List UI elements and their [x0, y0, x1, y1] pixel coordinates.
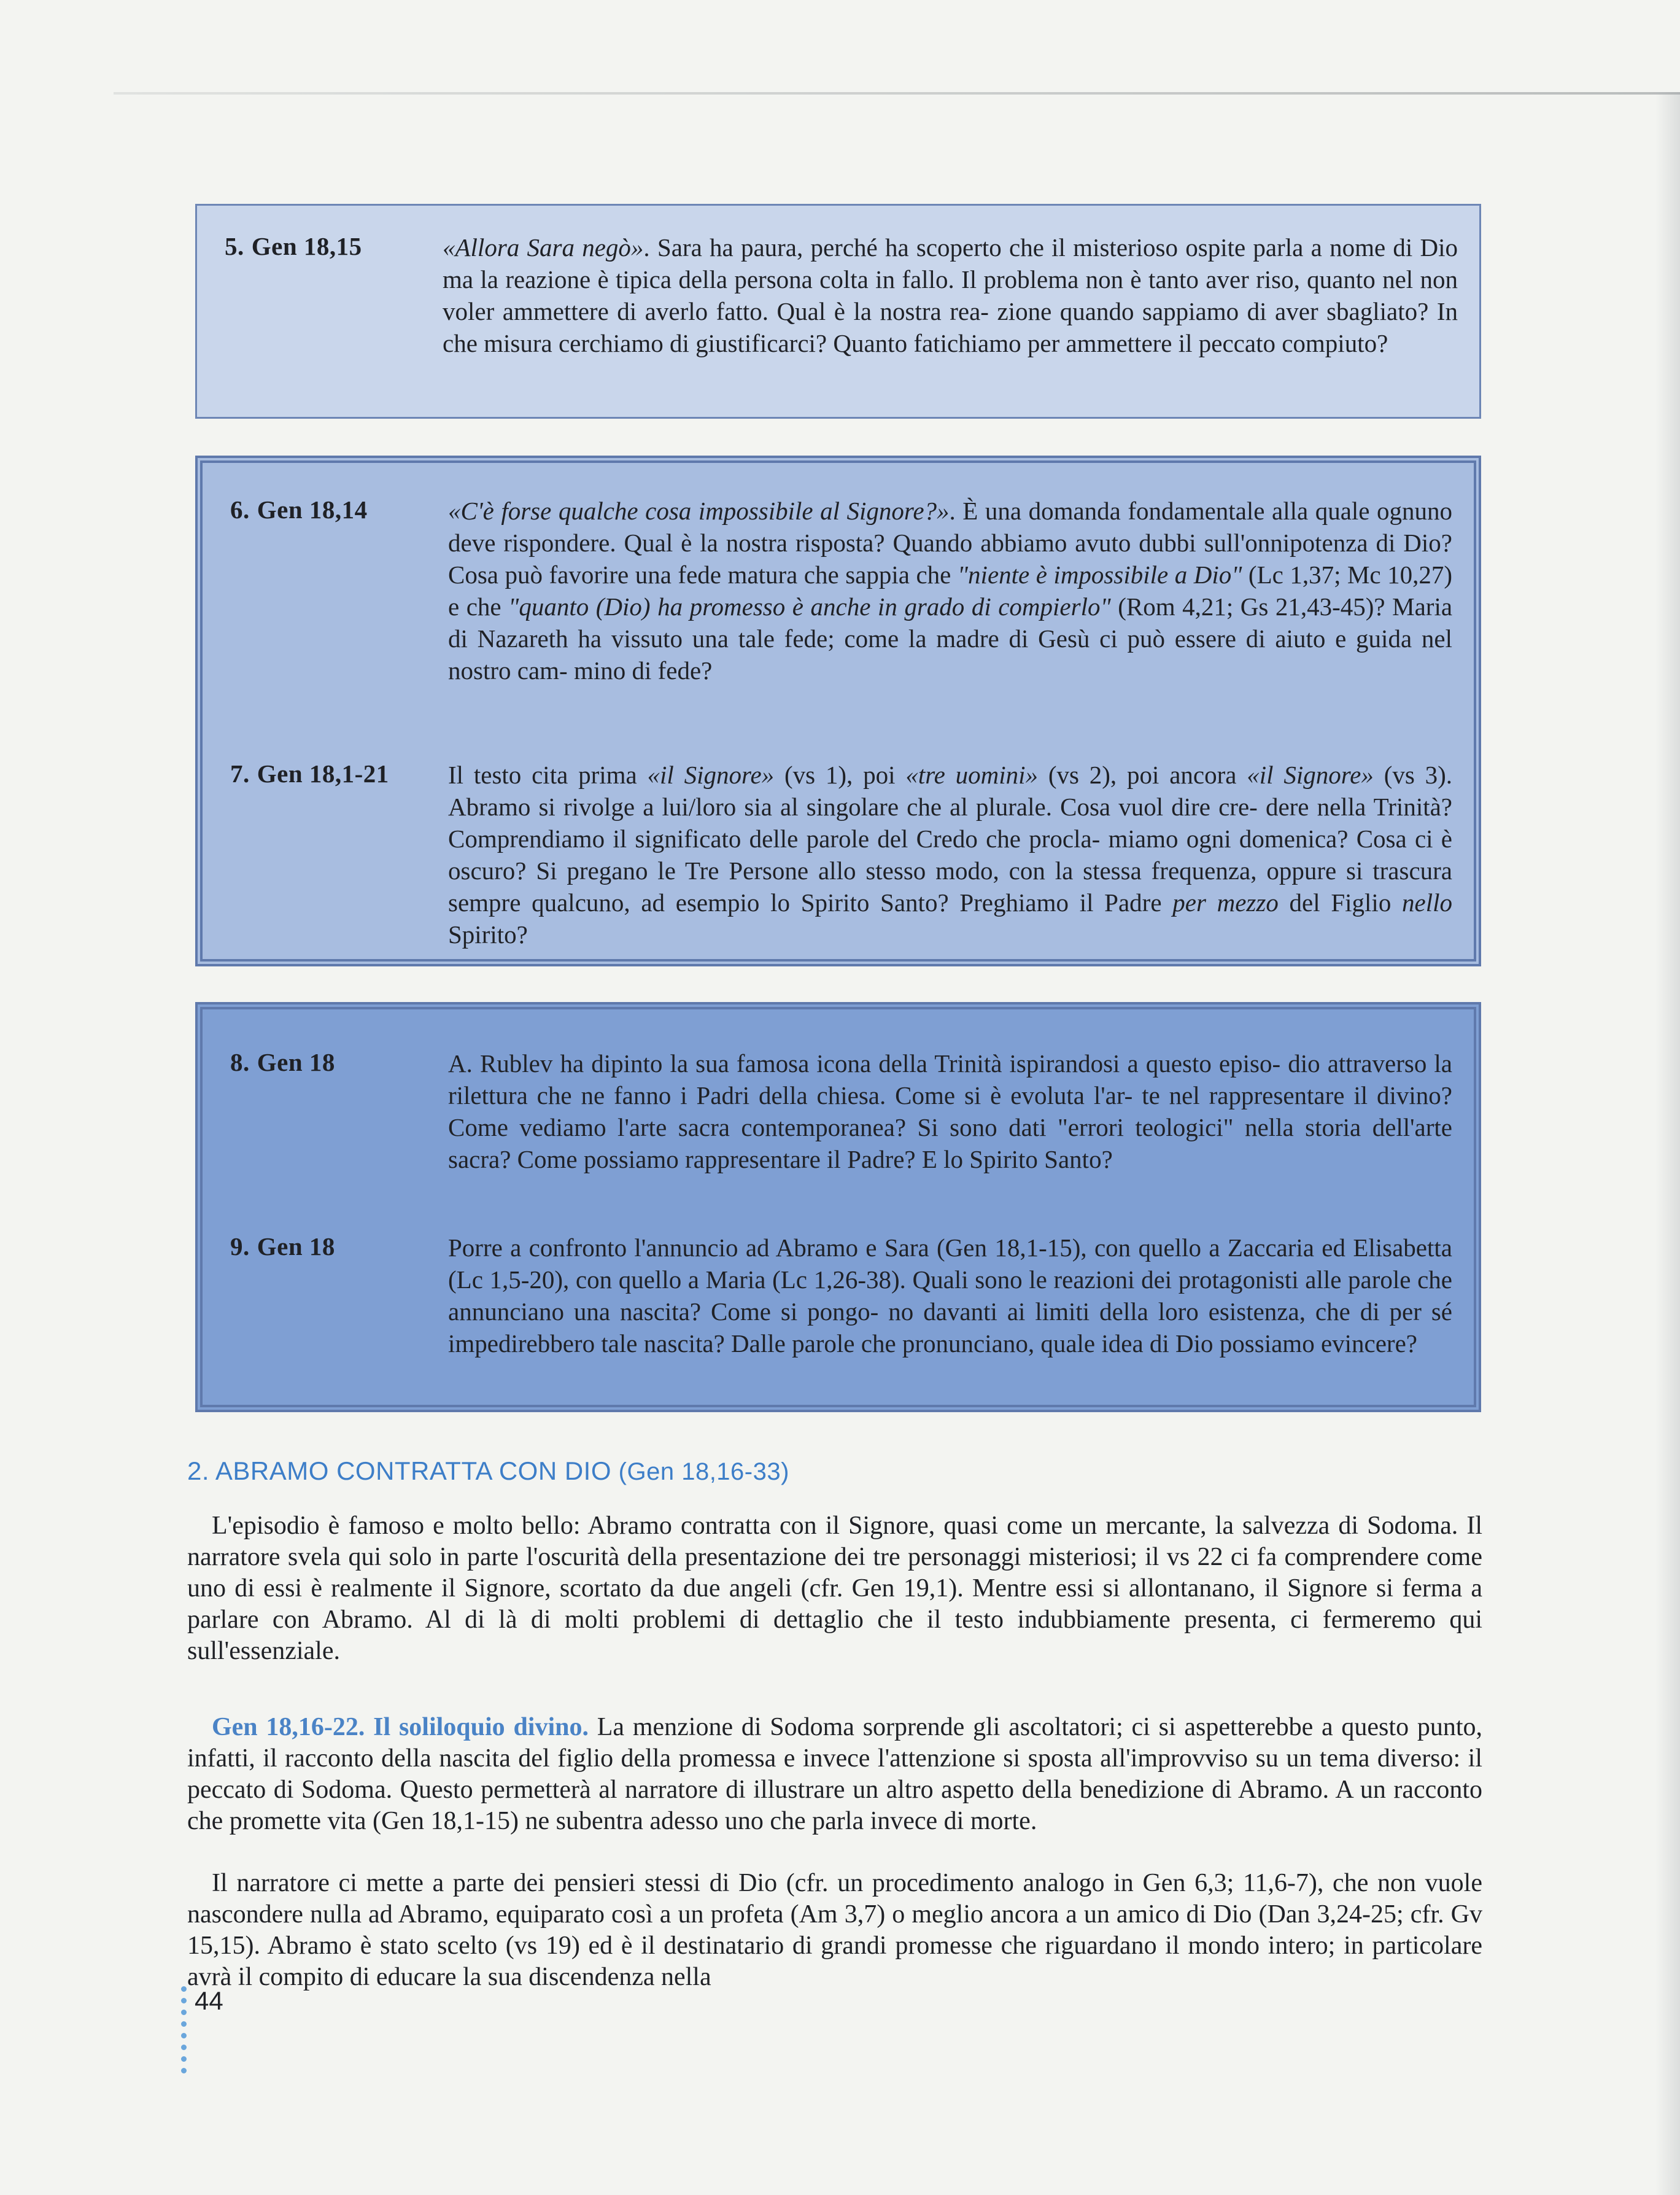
page-number: 44 — [195, 1986, 223, 2015]
entry-quote: anche in grado di compierlo" — [810, 592, 1111, 621]
entry-line: miamo ogni domenica? Cosa ci è oscuro? Si pregano le Tre Persone allo stesso — [448, 825, 1452, 885]
entry-quote: «il Signore» — [1247, 761, 1374, 789]
entry-reference — [230, 495, 414, 524]
entry-line: Il testo cita prima — [448, 761, 648, 789]
entry-line: Zaccaria ed Elisabetta (Lc 1,5-20), con quello a Maria (Lc 1,26-38). Quali sono le — [448, 1233, 1452, 1294]
body-paragraph-3: Il narratore ci mette a parte dei pensieri stessi di Dio (cfr. un procedimento analogo in Gen 6,3; 11,6-7), che non vuole nascondere nulla ad Abramo, equiparato così a un profeta (Am 3,7) o meglio ancora a un amico di Dio (Dan 3,24-25; cfr. Gv 15,15). Abramo è stato scelto (vs 19) ed è il destinatario di grandi promesse che riguardano il mondo intero; in particolare avrà il compito di educare la sua discendenza nella — [187, 1869, 1482, 1991]
entry-line: reazioni dei protagonisti alle parole che annunciano una nascita? Come si pongo- — [448, 1265, 1452, 1326]
entry-ref-label: Gen 18,15 — [251, 232, 362, 260]
entry-number: 8. — [230, 1048, 250, 1076]
entry-line: zione quando sappiamo di aver sbagliato? In che misura cerchiamo di giustificarci? — [443, 297, 1458, 357]
entry-line: no davanti ai limiti della loro esistenza, che di per sé impedirebbero tale nascita? — [448, 1297, 1452, 1358]
entry-reference — [230, 759, 414, 788]
entry-text — [443, 231, 1458, 359]
entry-line: dio attraverso la rilettura che ne fanno i Padri della chiesa. Come si è evoluta l'ar- — [448, 1049, 1453, 1109]
reflection-box-1 — [195, 204, 1481, 419]
page-right-shadow — [1655, 92, 1680, 2195]
entry-line: dubbi sull'onnipotenza di Dio? Cosa può favorire una fede matura che sappia che — [448, 529, 1453, 589]
reflection-box-3 — [195, 1002, 1481, 1412]
reflection-box-2 — [195, 456, 1481, 966]
body-paragraph-2 — [187, 1712, 1482, 1837]
entry-line: . Sara ha paura, perché ha scoperto che il misterioso ospite parla a — [643, 233, 1322, 262]
entry-line: del Figlio — [1278, 888, 1403, 917]
entry-line: Spirito Santo? Preghiamo il Padre — [800, 888, 1173, 917]
entry-ref-label: Gen 18 — [257, 1232, 335, 1261]
entry-ref-label: Gen 18,1-21 — [257, 760, 389, 788]
entry-line: modo, con la stessa frequenza, oppure si trascura sempre qualcuno, ad esempio lo — [448, 857, 1453, 917]
entry-line: dere nella Trinità? Comprendiamo il significato delle parole del Credo che procla- — [448, 793, 1452, 853]
entry-quote: «C'è forse qualche cosa impossibile al Signore?» — [448, 497, 950, 525]
entry-line: Spirito? — [448, 920, 528, 949]
entry-line: Padre? E lo Spirito Santo? — [847, 1145, 1113, 1173]
entry-quote: «Allora Sara negò» — [443, 233, 644, 262]
entry-line: (Lc 1,37; Mc 10,27) e che — [448, 561, 1453, 621]
entry-reference — [230, 1232, 414, 1261]
entry-line: (Rom 4,21; Gs 21,43-45)? Maria di Nazareth ha vissuto — [448, 592, 1453, 653]
page-top-edge — [114, 92, 1680, 95]
entry-line: dati "errori teologici" nella storia dell'arte sacra? Come possiamo rappresentare il — [448, 1113, 1452, 1173]
entry-line: Dalle parole che pronunciano, quale idea di Dio possiamo evincere? — [731, 1329, 1417, 1358]
paragraph-inline-heading: Gen 18,16-22. Il soliloquio divino. — [212, 1713, 589, 1741]
entry-line: una tale fede; come la madre di Gesù ci può essere di aiuto e guida nel nostro cam- — [448, 624, 1452, 685]
entry-quote: «il Signore» — [647, 761, 775, 789]
entry-ref-label: Gen 18 — [257, 1048, 335, 1076]
entry-line: (vs 3). Abramo si rivolge a lui/loro sia al singolare che al plurale. Cosa vuol dire cre- — [448, 761, 1453, 821]
paragraph-text: La menzione di Sodoma sorprende gli ascoltatori; ci si aspetterebbe a questo punto, infatti, il racconto della nascita del figlio della promessa e invece l'attenzione si sposta all'improvviso su un tema diverso: il peccato di Sodoma. Questo permetterà al narratore di illustrare un altro aspetto della benedizione di Abramo. A un racconto che promette vita (Gen 18,1-15) ne subentra adesso uno che parla invece di morte. — [187, 1713, 1483, 1835]
entry-reference — [230, 1047, 414, 1077]
decorative-dots-icon — [181, 1986, 187, 2080]
entry-number: 6. — [230, 495, 250, 524]
entry-emphasis: nello — [1402, 888, 1453, 917]
entry-quote: «tre uomini» — [905, 761, 1039, 789]
entry-ref-label: Gen 18,14 — [257, 495, 368, 524]
section-heading — [187, 1456, 1476, 1486]
entry-line: . È una domanda fondamentale alla — [949, 497, 1309, 525]
entry-line: (vs 1), poi — [774, 761, 906, 789]
entry-line: Porre a confronto l'annuncio ad Abramo e Sara (Gen 18,1-15), con quello a — [448, 1233, 1220, 1262]
entry-line: tanto aver riso, quanto nel non voler ammettere di averlo fatto. Qual è la nostra rea- — [443, 265, 1458, 325]
entry-text — [448, 1232, 1452, 1359]
entry-line: (vs 2), poi ancora — [1038, 761, 1247, 789]
entry-line: quale ognuno deve rispondere. Qual è la nostra risposta? Quando abbiamo avuto — [448, 497, 1452, 557]
entry-line: mino di fede? — [573, 656, 713, 685]
entry-emphasis: per mezzo — [1172, 888, 1279, 917]
entry-line: nome di Dio ma la reazione è tipica della persona colta in fallo. Il problema non è — [443, 233, 1458, 293]
entry-text — [448, 1047, 1452, 1175]
page-number-area — [181, 1986, 255, 2066]
body-paragraph-1: L'episodio è famoso e molto bello: Abramo contratta con il Signore, quasi come un mercante, la salvezza di Sodoma. Il narratore svela qui solo in parte l'oscurità della presentazione dei tre personaggi misteriosi; il vs 22 ci fa comprendere come uno di essi è realmente il Signore, scortato da due angeli (cfr. Gen 19,1). Mentre essi si allontanano, il Signore si ferma a parlare con Abramo. Al di là di molti problemi di dettaglio che il testo indubbiamente presenta, ci fermeremo qui sull'essenziale. — [187, 1512, 1482, 1665]
entry-number: 7. — [230, 760, 250, 788]
entry-quote: "quanto (Dio) ha promesso è — [508, 592, 803, 621]
entry-line: te nel rappresentare il divino? Come vediamo l'arte sacra contemporanea? Si sono — [448, 1081, 1452, 1141]
entry-number: 9. — [230, 1232, 250, 1261]
entry-line: A. Rublev ha dipinto la sua famosa icona della Trinità ispirandosi a questo episo- — [448, 1049, 1281, 1078]
entry-text — [448, 495, 1452, 686]
section-title: 2. ABRAMO CONTRATTA CON DIO — [187, 1456, 612, 1485]
entry-line: Quanto fatichiamo per ammettere il peccato compiuto? — [833, 329, 1388, 357]
entry-reference — [225, 231, 409, 261]
section-reference: (Gen 18,16-33) — [618, 1458, 789, 1485]
entry-text — [448, 759, 1452, 950]
entry-quote: "niente è impossibile a Dio" — [957, 561, 1242, 589]
entry-number: 5. — [225, 232, 244, 260]
